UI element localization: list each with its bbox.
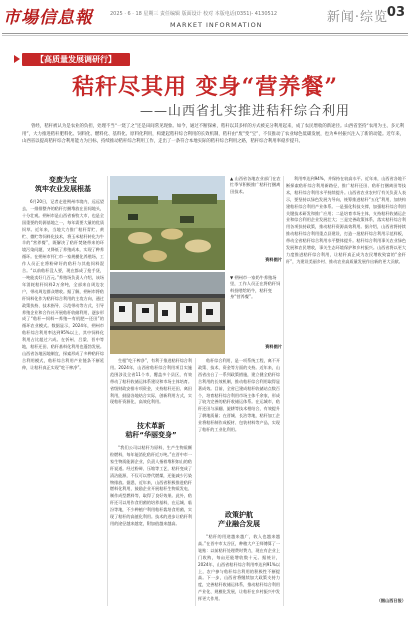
photo-dairy-farm — [110, 272, 225, 354]
column-3-heading: 政策护航 产业融合发展 — [218, 511, 260, 528]
page-number: 03 — [386, 5, 405, 20]
newspaper-logo: 市場信息報 — [3, 8, 93, 28]
bottom-photo-credit: 资料图片 — [265, 344, 282, 349]
masthead-subtitle: MARKET INFORMATION — [170, 21, 263, 29]
column-1-text: 6月20日，记者走进朔州市境内，远远望去，一排排整齐的秸秆打捆堆放在田间地头，十分壮观。朔州市是山西省畜牧大市，也是全国重要的奶源基地之一，每年需要大量的优质饲草。近年来，当地大力推广秸秆青贮、黄贮、微贮等饲料化技术，将玉米秸秆转化为牛羊的“营养餐”，既解决了秸秆焚烧带来的环境污染问题，又降低了养殖成本，实现了种养循环。在朔州市怀仁市一家规模化养殖场，工作人员正在将粉碎好的秸秆与其他饲料混合。“以前秸秆没人要，现在都成了抢手货，一吨能卖好几百元。”养殖场负责人介绍，该场年消耗秸秆饲料2万余吨，全部来自周边农户，带动周边群众增收。据了解，朔州市将秸秆饲料化作为秸秆综合利用的主攻方向，通过政策扶持、技术指导、示范带动等方式，引导养殖企业和合作社开展秸秆收储利用，逐步形成了“秸秆—饲料—养殖—有机肥—还田”的循环农业模式。数据显示，2024年，朔州市秸秆综合利用率达到95%以上，其中饲料化利用占比超过六成。在忻州、吕梁、晋中等地，秸秆还田、秸秆基料化利用也蓬勃发展。山西省各地因地制宜，探索形成了多种秸秆综合利用模式，秸秆综合利用产业链条不断延伸，让秸秆真正实现“吃干榨净”。 — [22, 199, 104, 370]
subheadline: ——山西省扎实推进秸秆综合利用 — [140, 104, 351, 119]
lead-paragraph: 曾经，秸秆被认为是农业的负担，处理不当“一烧了之”还是田间常见现象。如今，通过不断探索，秸秆以其多样的方式被充分利用起来，成了农民增收的新途径。山西省坚持“农用为主、多元利用”，大力推进秸秆肥料化、饲料化、燃料化、基料化、原料化利用，构建起秸秆综合利用的长效机制，秸秆由“废”变“宝”，不仅推动了农业绿色低碳发展，也为乡村振兴注入了新的动能。近年来，山西省以提高秸秆综合利用能力为目标，持续推动秸秆综合利用工作，走出了一条符合本地实际的秸秆综合利用之路，秸秆综合利用率稳步提升。 — [22, 124, 404, 145]
photo-dairy-farm-image — [110, 272, 225, 354]
column-divider — [107, 176, 108, 606]
top-photo-caption: ▲ 山西省各地农业部门在农忙季节积极推广秸秆打捆离田技术。 — [230, 176, 281, 194]
masthead-rule-secondary — [2, 35, 408, 36]
photo-straw-bales — [110, 176, 225, 270]
column-2-heading: 技术革新 秸秆“华丽变身” — [125, 422, 177, 439]
banner-arrow-icon — [14, 55, 20, 63]
section-title: 新闻·综览 — [326, 10, 388, 25]
column-1-heading: 变废为宝 筑牢农业发展根基 — [35, 176, 91, 193]
column-banner: 【高质量发展调研行】 — [22, 53, 130, 66]
masthead — [0, 0, 410, 40]
top-photo-credit: 资料图片 — [265, 257, 282, 262]
photo-straw-bales-image — [110, 176, 225, 270]
column-3-text-continued: “秸秆的用途越来越广，收入也越来越高。”在晋中市太谷区，种粮大户王师傅算了一笔账：以前秸秆处理费时费力，现在有企业上门收购，每亩还能增收数十元。据统计，2024年，山西省秸秆综合利用率达到91%以上，农户参与秸秆综合利用的积极性不断提高。下一步，山西省将继续加大政策支持力度，完善秸秆收储运体系，推动秸秆综合利用产业化、规模化发展，让秸秆在乡村振兴中发挥更大作用。 — [198, 534, 280, 602]
bottom-photo-caption: ▼ 朔州市一家奶牛养殖场里，工作人员正在将秸秆饲料投喂给奶牛，秸秆变身“营养餐”。 — [230, 275, 281, 300]
issue-meta: 2025 · 6 · 18 星期三 责任编辑 版面设计 校对 本版电话(0351)- 4130512 — [110, 11, 278, 17]
masthead-rule — [2, 33, 408, 34]
column-4-text: 利用率达到94%，并保持在较高水平。近年来，山西省各地不断探索秸秆综合利用新路径，推广秸秆还田、秸秆打捆离田等技术，秸秆综合利用水平持续提升。山西省农业农村厅有关负责人表示，要坚持以绿色发展为导向，统筹推进秸秆“五化”利用，加快构建秸秆综合利用产业体系。一是强化科技支撑，加强秸秆综合利用关键技术研发和推广应用；二是培育市场主体，支持秸秆收储运企业和综合利用企业发展壮大；三是完善政策体系，落实秸秆综合利用各项扶持政策，推动秸秆资源高效利用。据介绍，山西省将持续推动秸秆综合利用重点县建设，打造一批秸秆综合利用示范样板，带动全省秸秆综合利用水平整体提升。秸秆综合利用事关农业绿色发展和农民增收，事关生态环境保护和乡村振兴。山西省将以更大力度推进秸秆综合利用，让秸秆真正成为农民增收致富的“金秆秆”，为建设美丽乡村、推动农业高质量发展作出新的更大贡献。 — [286, 176, 406, 264]
column-3-text: 秸秆综合利用，是一项系统工程，离不开政策、技术、资金等方面的支持。近年来，山西省出台了一系列政策措施，建立健全秸秆综合利用的长效机制，推动秸秆综合利用取得显著成效。目前，全省已建成秸秆收储站点数百个，培育秸秆综合利用市场主体千余家，形成了较为完善的秸秆收储运体系。在运城市，秸秆还田与深翻、旋耕等技术相结合，有效提升了耕地质量；在晋城、长治等地，秸秆加工企业将秸秆制作成板材、包装材料等产品，实现了秸秆的工业化利用。 — [198, 358, 280, 433]
column-divider — [283, 176, 284, 606]
source-note: （据山西日报） — [376, 598, 406, 603]
column-divider — [195, 358, 196, 606]
column-2-text-continued: “我们公司以秸秆为原料，生产生物质颗粒燃料，每年能消化秸秆近万吨。”在晋中市一家生物质能源企业，负责人指着堆积如山的秸秆说道。经过粉碎、压缩等工艺，秸秆变成了清洁能源，不仅可以替代燃煤，还能减少污染物排放。据悉，近年来，山西省积极推进秸秆燃料化利用，鼓励企业开展秸秆生物质发电、制作成型燃料等，取得了良好效果。此外，秸秆还可以用作食用菌的培养基料，在运城、临汾等地，不少种植户利用秸秆栽培食用菌，实现了秸秆的高值化利用。技术的进步让秸秆利用的途径越来越宽，附加值越来越高。 — [110, 445, 192, 526]
headline: 秸秆尽其用 变身“营养餐” — [72, 74, 338, 100]
column-2-text: 生根“吃干榨净”，有利于推进秸秆综合利用。2024年，山西省秸秆综合利用项目实施范围涉及全省11个市，覆盖多个县区，有效带动了秸秆收储运体系建设和市场主体培育。省级财政安排专项资金，支持秸秆还田、离田利用，鼓励各地结合实际，创新利用方式，实现秸秆资源化、高效化利用。 — [110, 358, 192, 405]
